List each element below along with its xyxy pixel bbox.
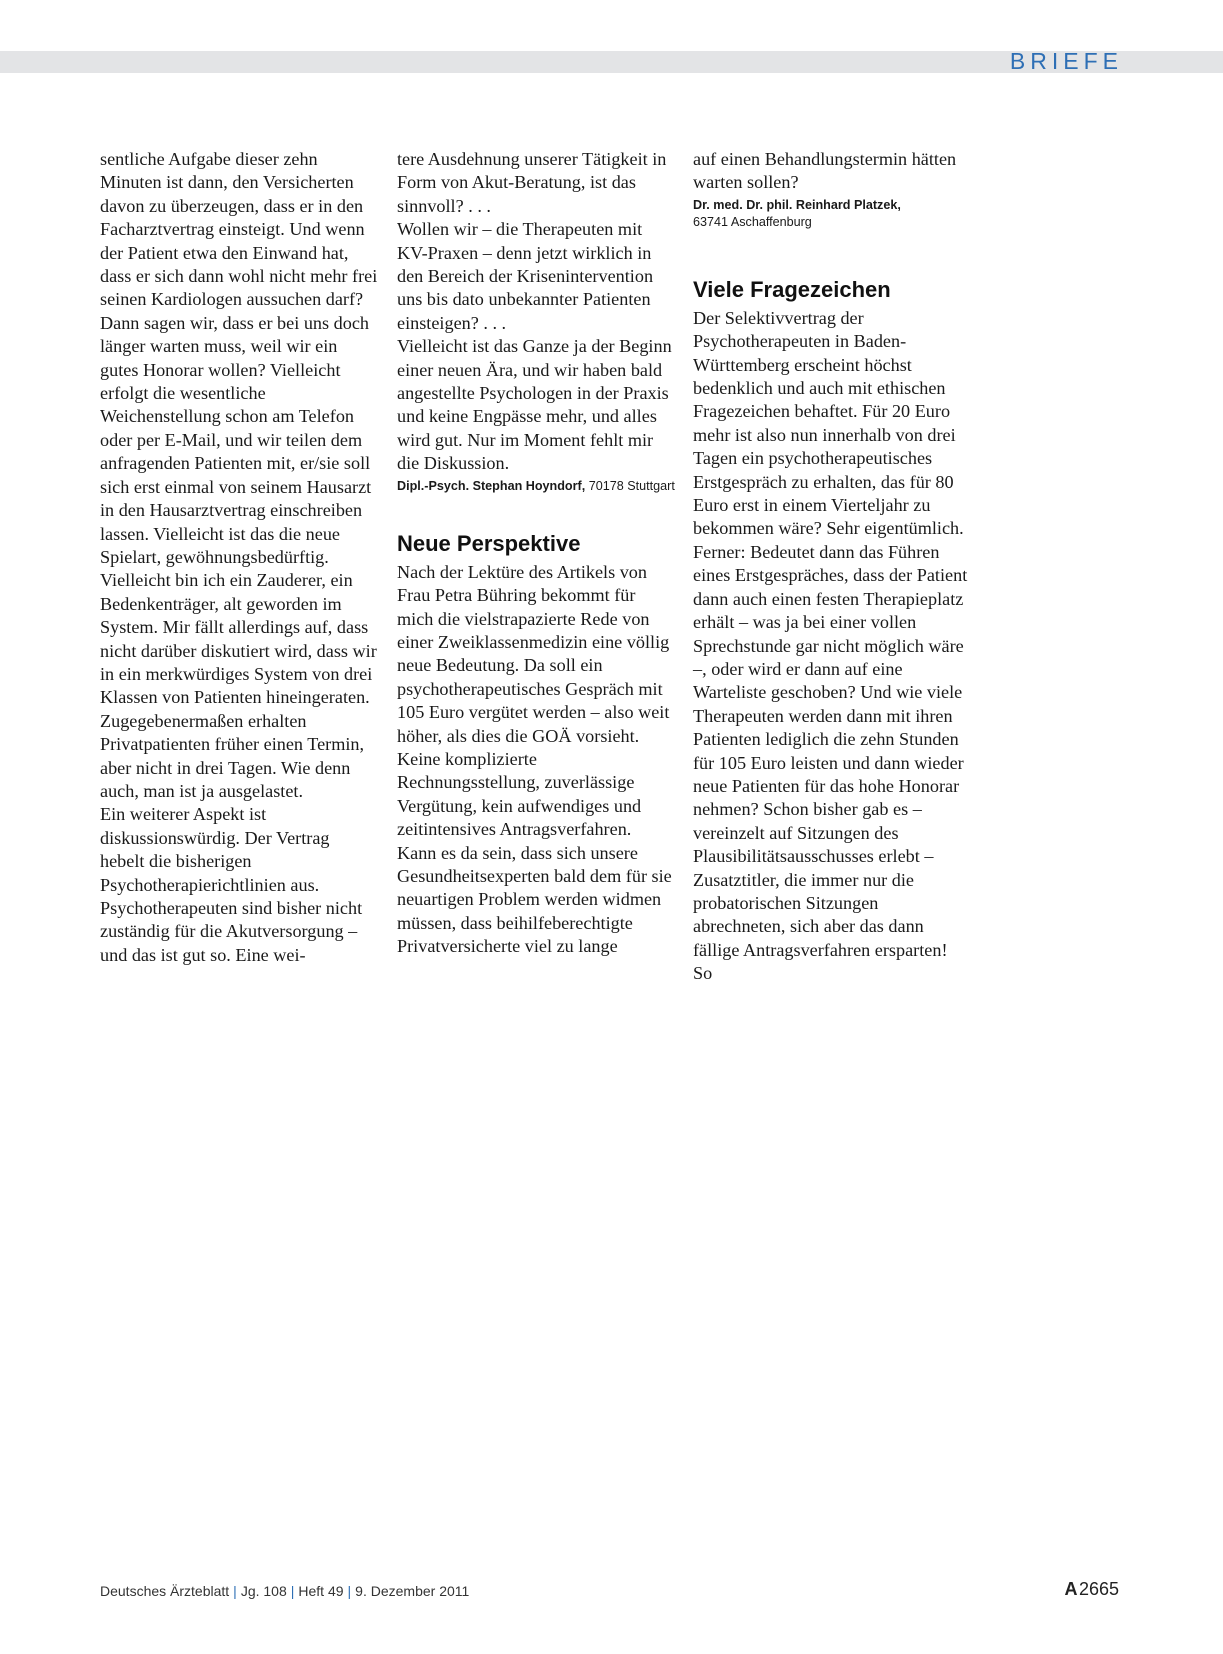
paragraph: Kann es da sein, dass sich unsere Gesundheitsexperten bald dem für sie neuartigen Problem werden widmen müssen, dass beihilfeberechtigte Privatversicherte viel zu lange xyxy=(397,842,672,957)
paragraph: Wollen wir – die Therapeuten mit KV-Praxen – denn jetzt wirklich in den Bereich der Krisenintervention uns bis dato unbekannter Patienten einsteigen? . . . xyxy=(397,219,654,333)
letter-heading: Neue Perspektive xyxy=(397,530,581,556)
page-number-value: 2665 xyxy=(1078,1579,1119,1599)
page-number xyxy=(1064,1579,1119,1600)
column-3 xyxy=(693,148,971,986)
paragraph: sentliche Aufgabe dieser zehn Minuten ist dann, den Versicherten davon zu überzeugen, dass er in den Facharztvertrag einsteigt. Und wenn der Patient etwa den Einwand hat, dass er sich dann wohl nicht mehr frei seinen Kardiologen aussuchen darf? Dann sagen wir, dass er bei uns doch länger warten muss, weil wir ein gutes Honorar wollen? Vielleicht erfolgt die wesentliche Weichenstellung schon am Telefon oder per E-Mail, und wir teilen dem anfragenden Patienten mit, er/sie soll sich erst einmal von seinem Hausarzt in den Hausarztvertrag einschreiben lassen. Vielleicht ist das die neue Spielart, gewöhnungsbedürftig. Vielleicht bin ich ein Zauderer, ein Bedenkenträger, alt geworden im System. Mir fällt allerdings auf, dass nicht darüber diskutiert wird, dass wir in ein merkwürdiges System von drei Klassen von Patienten hineingeraten. Zugegebenermaßen erhalten Privatpatienten früher einen Termin, aber nicht in drei Tagen. Wie denn auch, man ist ja ausgelastet. xyxy=(100,149,378,801)
volume: Jg. 108 xyxy=(240,1583,287,1599)
section-label: BRIEFE xyxy=(1009,48,1123,74)
letter-signature xyxy=(693,197,971,231)
paragraph: auf einen Behandlungstermin hätten warten sollen? xyxy=(693,149,957,193)
issue: Heft 49 xyxy=(298,1583,344,1599)
paragraph: Nach der Lektüre des Artikels von Frau Petra Bühring bekommt für mich die vielstrapazierte Rede von einer Zweiklassenmedizin eine völlig neue Bedeutung. Da soll ein psychotherapeutisches Gespräch mit 105 Euro vergütet werden – also weit höher, als dies die GOÄ vorsieht. Keine komplizierte Rechnungsstellung, zuverlässige Vergütung, kein aufwendiges und zeitintensives Antragsverfahren. xyxy=(397,561,670,840)
separator: | xyxy=(290,1583,295,1599)
footer-citation xyxy=(100,1583,469,1599)
page-prefix: A xyxy=(1064,1579,1078,1599)
paragraph: tere Ausdehnung unserer Tätigkeit in Form von Akut-Beratung, ist das sinnvoll? . . . xyxy=(397,149,667,216)
separator: | xyxy=(347,1583,352,1599)
paragraph: Vielleicht ist das Ganze ja der Beginn einer neuen Ära, und wir haben bald angestellte Psychologen in der Praxis und keine Engpässe mehr, und alles wird gut. Nur im Moment fehlt mir die Diskussion. xyxy=(397,336,672,474)
separator: | xyxy=(233,1583,237,1599)
column-1 xyxy=(100,148,378,967)
paragraph: Der Selektivvertrag der Psychotherapeuten in Baden-Württemberg erscheint höchst bedenklich und auch mit ethischen Fragezeichen behaftet. Für 20 Euro mehr ist also nun innerhalb von drei Tagen ein psychotherapeutisches Erstgespräch zu erhalten, das für 80 Euro erst in einem Vierteljahr zu bekommen wäre? Sehr eigentümlich. Ferner: Bedeutet dann das Führen eines Erstgespräches, dass der Patient dann auch einen festen Therapieplatz erhält – was ja bei einer vollen Sprechstunde gar nicht möglich wäre –, oder wird er dann auf eine Warteliste geschoben? Und wie viele Therapeuten werden dann mit ihren Patienten lediglich die zehn Stunden für 105 Euro leisten und dann wieder neue Patienten für das hohe Honorar nehmen? Schon bisher gab es – vereinzelt auf Sitzungen des Plausibilitätsausschusses erlebt – Zusatztitler, die immer nur die probatorischen Sitzungen abrechneten, sich aber das dann fällige Antragsverfahren ersparten! So xyxy=(693,307,968,984)
issue-date: 9. Dezember 2011 xyxy=(355,1583,470,1599)
signature-place: 63741 Aschaffenburg xyxy=(693,214,812,229)
signature-name: Dr. med. Dr. phil. Reinhard Platzek, xyxy=(693,197,901,212)
signature-place: 70178 Stuttgart xyxy=(585,478,675,493)
signature-name: Dipl.-Psych. Stephan Hoyndorf, xyxy=(397,478,586,493)
paragraph: Ein weiterer Aspekt ist diskussionswürdig. Der Vertrag hebelt die bisherigen Psychotherapierichtlinien aus. Psychotherapeuten sind bisher nicht zuständig für die Akutversorgung – und das ist gut so. Eine wei- xyxy=(100,804,363,965)
column-2 xyxy=(397,148,675,959)
letter-heading: Viele Fragezeichen xyxy=(693,276,891,302)
journal-name: Deutsches Ärzteblatt xyxy=(100,1583,230,1599)
letter-signature xyxy=(397,478,675,495)
